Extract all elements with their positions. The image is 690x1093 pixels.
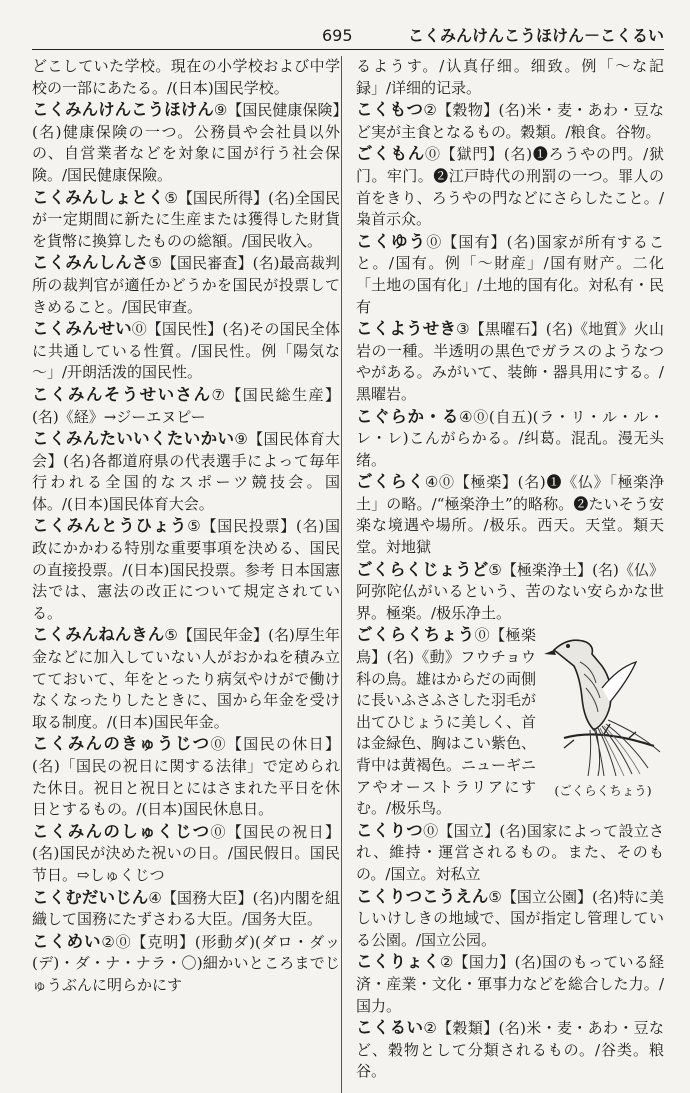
dictionary-entry	[356, 1017, 664, 1083]
entry-headword: こくみんしんさ	[32, 253, 149, 273]
entry-definition: ②【国力】(名)国のもっている経済・産業・文化・軍事力などを総合した力。/国力。	[356, 953, 665, 1015]
dictionary-entry	[356, 143, 664, 230]
dictionary-entry	[356, 318, 664, 405]
entry-definition: ⑨【国民健康保険】(名)健康保険の一つ。公務員や会社員以外の、自営業者などを対象に国が行う社会保険。/国民健康保險。	[32, 101, 341, 184]
entry-headword: こくりつ	[356, 820, 424, 840]
entry-headword: ごくもん	[356, 144, 426, 164]
entry-headword: こくみんせい	[32, 319, 132, 339]
right-column	[356, 56, 664, 1083]
entry-headword: こくみんのきゅうじつ	[32, 734, 211, 754]
entry-headword: こくみんそうせいさん	[32, 384, 212, 404]
entry-definition: ⓪【国民性】(名)その国民全体に共通している性質。/国民性。例「陽気な～」/开朗活泼的国民性。	[32, 320, 340, 382]
entry-definition: ⓪【極楽鳥】(名)《動》フウチョウ科の鳥。雄はからだの両側に長いふさふさした羽毛が出てひじょうに美しく、首は金緑色、胸はこい紫色、背中は黄褐色。ニューギニアやオーストラリアにすむ。/极乐鸟。	[356, 626, 537, 818]
entry-definition: ⓪【国民の祝日】(名)国民が決めた祝いの日。/国民假日。国民节日。⇨しゅくじつ	[32, 822, 340, 884]
page-header	[32, 0, 664, 50]
entry-definition: ⑤【国民審査】(名)最高裁判所の裁判官が適任かどうかを国民が投票してきめること。/国民审查。	[32, 254, 341, 316]
running-head: こくみんけんこうほけん－こくるい	[407, 26, 664, 45]
entry-headword: こくみんとうひょう	[32, 516, 188, 536]
entry-headword: こくみんしょとく	[32, 187, 165, 207]
entry-headword: こくめい	[32, 931, 102, 951]
figure-caption: (ごくらくちょう)	[554, 783, 652, 799]
entry-definition: ⑨【国民体育大会】(名)各都道府県の代表選手によって毎年行われる全国的なスポーツ競技会。国体。/(日本)国民体育大会。	[32, 430, 341, 513]
dictionary-entry	[356, 886, 664, 952]
entry-definition: ②【穀物】(名)米・麦・あわ・豆など実が主食となるもの。穀類。/粮食。谷物。	[356, 101, 665, 141]
dictionary-entry	[356, 820, 664, 886]
dictionary-entry	[356, 559, 664, 625]
entry-definition: ⑤【国立公園】(名)特に美しいけしきの地域で、国が指定し管理している公園。/国立公园。	[356, 887, 665, 949]
entry-definition: ⑦【国民総生産】(名)《経》→ジーエヌピー	[32, 385, 341, 426]
entry-headword: ごくらくちょう	[356, 625, 475, 645]
entry-definition: ⑤【極楽浄土】(名)《仏》阿弥陀仏がいるという、苦のない安らかな世界。極楽。/极乐净土。	[356, 560, 665, 622]
entry-headword: こくるい	[356, 1018, 424, 1038]
entry-headword: こくみんたいいくたいかい	[32, 429, 235, 449]
entry-definition: ⓪【国民の休日】(名)「国民の祝日に関する法律」で定められた休日。祝日と祝日とにはさまれた平日を休日とするもの。/(日本)国民休息日。	[32, 735, 340, 819]
dictionary-entry	[356, 624, 664, 819]
entry-headword: こぐらか・る	[356, 406, 460, 426]
dictionary-entry	[356, 99, 664, 143]
page-number: 695	[322, 26, 353, 45]
entry-headword: こくりつこうえん	[356, 886, 489, 906]
entry-headword: こくもつ	[356, 100, 424, 120]
dictionary-entry	[32, 887, 340, 931]
entry-definition: るようす。/认真仔细。细致。例「～な記録」/详细的记录。	[356, 57, 664, 97]
entry-headword: ごくらくじょうど	[356, 559, 489, 579]
dictionary-entry	[32, 515, 340, 624]
entry-headword: こくりょく	[356, 952, 440, 972]
dictionary-entry	[356, 951, 664, 1017]
entry-definition: ⓪【国立】(名)国家によって設立され、維持・運営されるもの。また、そのもの。/国立。対私立	[356, 821, 664, 883]
entry-definition: ⑤【国民所得】(名)全国民が一定期間に新たに生産または獲得した財貨を貨幣に換算したものの総額。/国民收入。	[32, 188, 341, 250]
entry-headword: こくみんねんきん	[32, 625, 165, 645]
entry-definition: ⓪【国有】(名)国家が所有すること。/国有。例「～財産」/国有财产。二化「土地の国有化」/土地的国有化。対私有・民有	[356, 232, 664, 316]
dictionary-entry	[32, 821, 340, 887]
dictionary-entry	[32, 187, 340, 253]
entry-definition: ⑤【国民投票】(名)国政にかかわる特別な重要事項を決める、国民の直接投票。/(日本)国民投票。参考 日本国憲法では、憲法の改正について規定されている。	[32, 517, 340, 622]
entry-headword: こくようせき	[356, 319, 457, 339]
entry-definition: ②【穀類】(名)米・麦・あわ・豆など、穀物として分類されるもの。/谷类。粮谷。	[356, 1019, 665, 1081]
dictionary-entry	[32, 428, 340, 515]
entry-continuation	[32, 56, 340, 99]
entry-definition: ④⓪【極楽】(名)❶《仏》「極楽浄土」の略。/“極楽浄土”的略称。❷たいそう安楽な境遇や場所。/极乐。西天。天堂。類天堂。対地獄	[356, 473, 665, 557]
entry-continuation	[356, 56, 664, 99]
dictionary-entry	[32, 252, 340, 318]
dictionary-entry	[356, 231, 664, 318]
entry-definition: ⑤【国民年金】(名)厚生年金などに加入していない人がおかねを積み立てておいて、年をとったり病気やけがで働けなくなったりしたときに、国から年金を受け取る制度。/(日本)国民年金。	[32, 626, 341, 731]
entry-definition: ③【黒曜石】(名)《地質》火山岩の一種。半透明の黒色でガラスのようなつやがある。みがいて、装飾・器具用にする。/黑曜岩。	[356, 320, 664, 403]
dictionary-entry	[32, 624, 340, 733]
bird-figure	[542, 628, 664, 806]
dictionary-entry	[32, 931, 340, 997]
entry-headword: こくみんのしゅくじつ	[32, 821, 211, 841]
dictionary-entry	[32, 99, 340, 186]
two-column-body	[32, 56, 664, 1083]
entry-headword: こくゆう	[356, 231, 427, 251]
dictionary-entry	[32, 384, 340, 428]
entry-headword: こくみんけんこうほけん	[32, 100, 214, 120]
bird-of-paradise-icon	[544, 628, 662, 778]
dictionary-entry	[356, 471, 664, 558]
dictionary-entry	[32, 733, 340, 820]
dictionary-entry	[356, 406, 664, 472]
dictionary-entry	[32, 318, 340, 384]
entry-definition: ④⓪(自五)(ラ・リ・ル・ル・レ・レ)こんがらかる。/纠葛。混乱。漫无头绪。	[356, 407, 664, 469]
entry-definition: ②⓪【克明】(形動ダ)(ダロ・ダッ(デ)・ダ・ナ・ナラ・〇)細かいところまでじゅうぶんに明らかにす	[32, 932, 340, 994]
entry-headword: こくむだいじん	[32, 887, 149, 907]
entry-definition: ④【国務大臣】(名)内閣を組織して国務にたずさわる大臣。/国务大臣。	[32, 888, 341, 929]
left-column	[32, 56, 340, 1083]
entry-definition: どこしていた学校。現在の小学校および中学校の一部にあたる。/(日本)国民学校。	[32, 57, 340, 97]
entry-definition: ⓪【獄門】(名)❶ろうやの門。/狱门。牢门。❷江戸時代の刑罰の一つ。罪人の首をきり、ろうやの門などにさらしたこと。/枭首示众。	[356, 145, 664, 229]
entry-headword: ごくらく	[356, 472, 425, 492]
